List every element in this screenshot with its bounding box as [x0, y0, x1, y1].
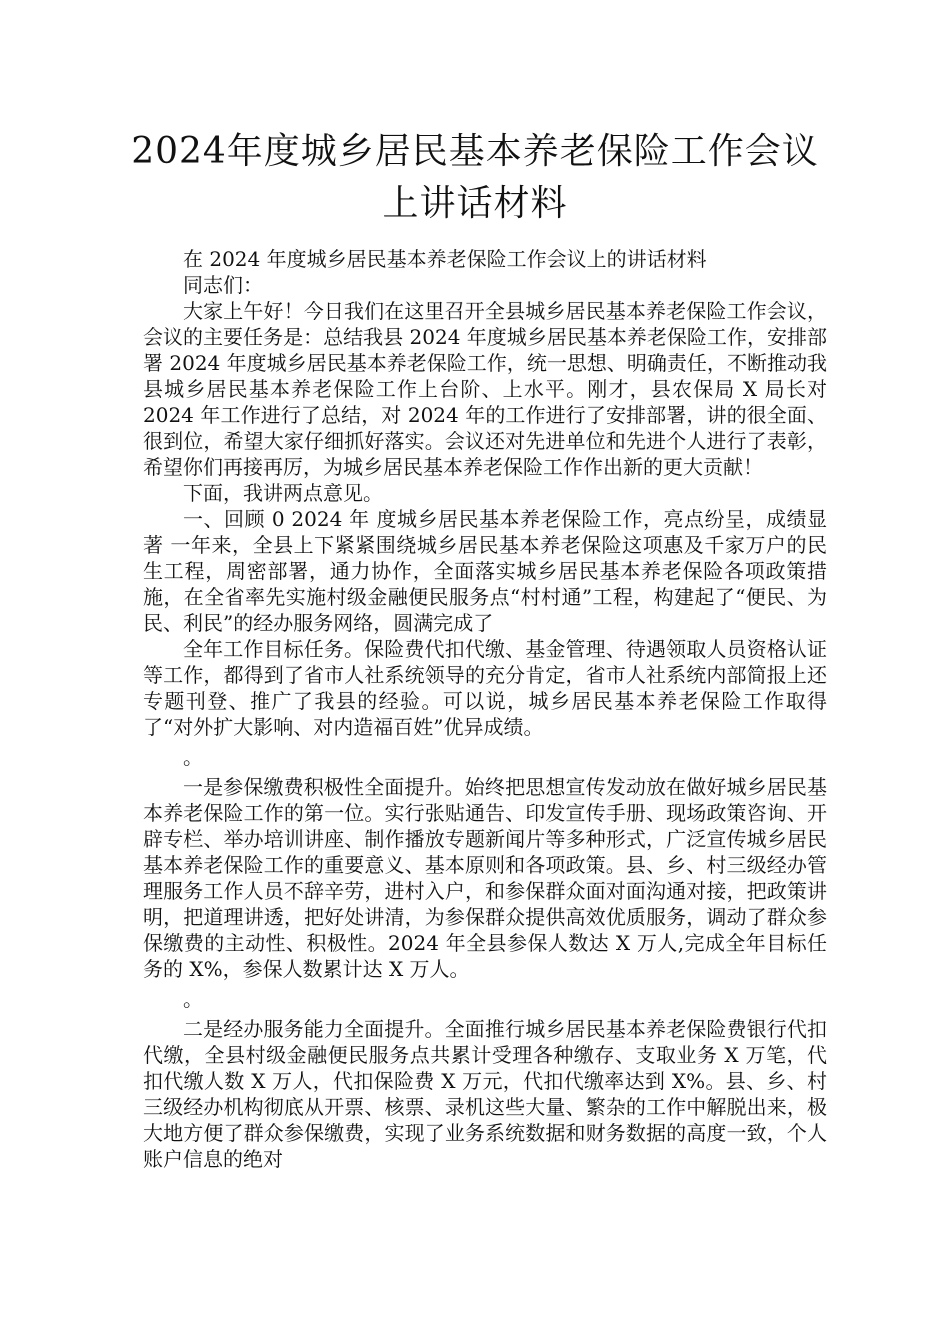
punctuation-line: 。 — [183, 745, 203, 769]
document-body — [143, 246, 827, 1172]
body-paragraph: 大家上午好！今日我们在这里召开全县城乡居民基本养老保险工作会议，会议的主要任务是：总结我县 2024 年度城乡居民基本养老保险工作，安排部署 2024 年度城乡居民基本养老保险工作，统一思想、明确责任，不断推动我县城乡居民基本养老保险工作上台阶、上水平。刚才，县农保局 X 局长对 2024 年工作进行了总结，对 2024 年的工作进行了安排部署，讲的很全面、很到位，希望大家仔细抓好落实。会议还对先进单位和先进个人进行了表彰，希望你们再接再厉，为城乡居民基本养老保险工作作出新的更大贡献！ — [143, 299, 827, 479]
salutation-paragraph: 同志们： — [183, 273, 263, 297]
document-title-line-2: 上讲话材料 — [382, 183, 568, 224]
subtitle-paragraph: 在 2024 年度城乡居民基本养老保险工作会议上的讲话材料 — [183, 247, 707, 271]
body-paragraph: 全年工作目标任务。保险费代扣代缴、基金管理、待遇领取人员资格认证等工作，都得到了省市人社系统领导的充分肯定，省市人社系统内部简报上还专题刊登、推广了我县的经验。可以说，城乡居民基本养老保险工作取得了“对外扩大影响、对内造福百姓”优异成绩。 — [143, 637, 827, 739]
document-title-line-1: 2024年度城乡居民基本养老保险工作会议 — [131, 131, 819, 172]
body-paragraph: 一是参保缴费积极性全面提升。始终把思想宣传发动放在做好城乡居民基本养老保险工作的第一位。实行张贴通告、印发宣传手册、现场政策咨询、开辟专栏、举办培训讲座、制作播放专题新闻片等多种形式，广泛宣传城乡居民基本养老保险工作的重要意义、基本原则和各项政策。县、乡、村三级经办管理服务工作人员不辞辛劳，进村入户，和参保群众面对面沟通对接，把政策讲明，把道理讲透，把好处讲清，为参保群众提供高效优质服务，调动了群众参保缴费的主动性、积极性。2024 年全县参保人数达 X 万人,完成全年目标任务的 X%，参保人数累计达 X 万人。 — [143, 775, 827, 981]
body-paragraph: 下面，我讲两点意见。 — [183, 481, 383, 505]
punctuation-line: 。 — [183, 987, 203, 1011]
body-paragraph: 二是经办服务能力全面提升。全面推行城乡居民基本养老保险费银行代扣代缴，全县村级金融便民服务点共累计受理各种缴存、支取业务 X 万笔，代扣代缴人数 X 万人，代扣保险费 X 万元，代扣代缴率达到 X%。县、乡、村三级经办机构彻底从开票、核票、录机这些大量、繁杂的工作中解脱出来，极大地方便了群众参保缴费，实现了业务系统数据和财务数据的高度一致，个人账户信息的绝对 — [143, 1017, 827, 1171]
body-paragraph: 一、回顾 0 2024 年 度城乡居民基本养老保险工作，亮点纷呈，成绩显著 一年来，全县上下紧紧围绕城乡居民基本养老保险这项惠及千家万户的民生工程，周密部署，通力协作，全面落实城乡居民基本养老保险各项政策措施，在全省率先实施村级金融便民服务点“村村通”工程，构建起了“便民、为民、利民”的经办服务网络，圆满完成了 — [143, 507, 827, 635]
